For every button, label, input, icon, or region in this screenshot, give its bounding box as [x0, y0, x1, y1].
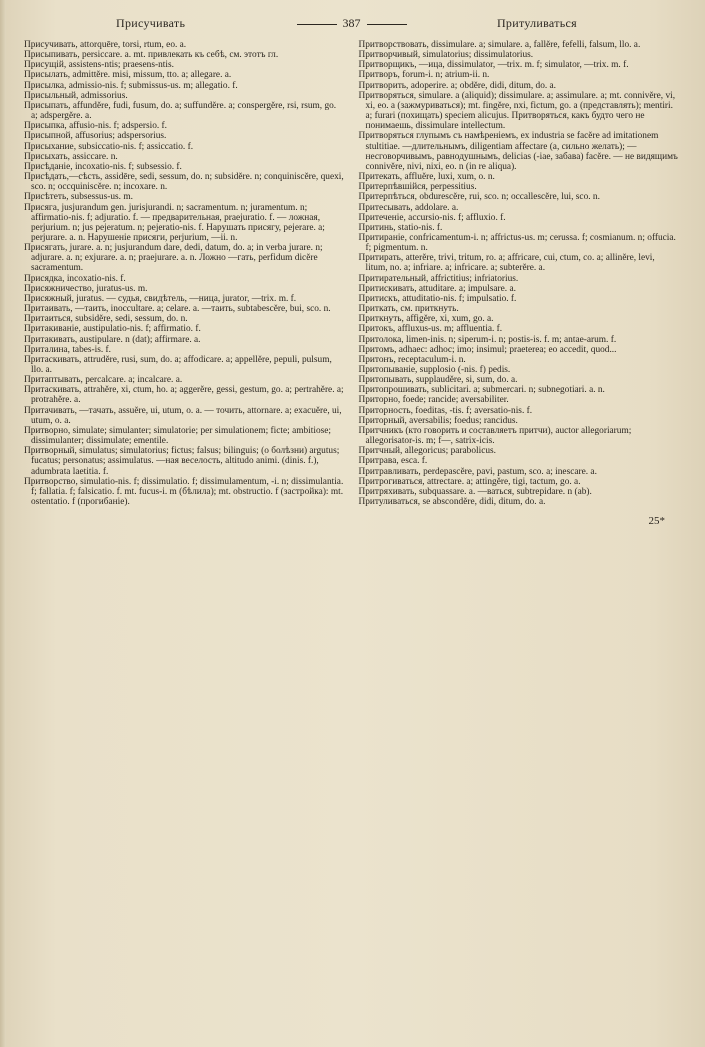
dictionary-entry: Притокъ, affluxus-us. m; affluentia. f. [358, 324, 503, 335]
dictionary-entry: Притчный, allegoricus; parabolicus. [358, 446, 496, 457]
dictionary-entry: Присыпивать, persiccare. a. mt. привлекать къ себѣ, см. этотъ гл. [24, 50, 279, 61]
dictionary-entry: Притомъ, adhaec: adhoc; imo; insimul; praeterea; eo accedit, quod... [358, 344, 617, 355]
dictionary-entry: Притрогиваться, attrectare. a; attingĕre, tigi, tactum, go. a. [358, 476, 581, 487]
dictionary-entry: Притворно, simulate; simulanter; simulatorie; per simulationem; ficte; ambitiose; dissimulanter; dissimulate; ementile. [24, 425, 331, 447]
header-rule-left [297, 24, 337, 25]
dictionary-entry: Притаивать, —таить, inoccultare. a; celare. a. —таить, subtabescĕre, bui, sco. n. [24, 304, 331, 315]
dictionary-entry: Присѣтеть, subsessus-us. m. [24, 192, 133, 203]
left-column [18, 40, 345, 507]
dictionary-entry: Присыхание, subsiccatio-nis. f; assiccatio. f. [24, 141, 194, 152]
dictionary-entry: Приторность, foeditas, -tis. f; aversatio-nis. f. [358, 405, 533, 416]
dictionary-entry: Приткать, см. приткнуть. [358, 304, 459, 315]
dictionary-entry: Присыпной, affusorius; adspersorius. [24, 131, 167, 142]
dictionary-entry: Притерпѣться, obdurescĕre, rui, sco. n; occallescĕre, lui, sco. n. [358, 192, 600, 203]
dictionary-entry: Притирать, atterĕre, trivi, tritum, ro. a; affricare, cui, ctum, co. a; allinĕre, levi, litum, no. a; infriare. a; infricare. a; subterĕre. a. [358, 253, 655, 274]
dictionary-entry: Притворствовать, dissimulare. a; simulare. a, fallĕre, fefelli, falsum, llo. a. [358, 40, 641, 50]
entry-columns [18, 40, 685, 507]
page-header [18, 14, 685, 38]
dictionary-entry: Притинь, statio-nis. f. [358, 222, 443, 233]
dictionary-entry: Притесывать, addolare. a. [358, 202, 459, 213]
dictionary-entry: Притекать, affluĕre, luxi, xum, o. n. [358, 172, 495, 183]
dictionary-entry: Присяжный, juratus. — судья, свидѣтель, —ница, jurator, —trix. m. f. [24, 293, 297, 304]
dictionary-entry: Притряхивать, subquassare. a. —ваться, subtrepidare. n (ab). [358, 486, 592, 497]
dictionary-entry: Притаскивать, attrudĕre, rusi, sum, do. a; affodicare. a; appellĕre, pepuli, pulsum, llo. a. [24, 354, 332, 375]
dictionary-entry: Присягать, jurare. a. n; jusjurandum dare, dedi, datum, do. a; in verba jurare. n; adjurare. a. n; exjurare. a. n; praejurare. a. n. Ложно —гать, perfidum dicĕre sacramentum. [24, 243, 323, 274]
dictionary-entry: Присѣданіе, incoxatio-nis. f; subsessio. f. [24, 161, 182, 172]
dictionary-entry: Притонъ, receptaculum-i. n. [358, 354, 466, 365]
dictionary-entry: Притерпѣвшійся, perpessitius. [358, 182, 477, 193]
dictionary-entry: Притворщикъ, —ица, dissimulator, —trix. m. f; simulator, —trix. m. f. [358, 60, 629, 71]
dictionary-entry: Притискъ, attuditatio-nis. f; impulsatio. f. [358, 293, 517, 304]
header-rule-right [367, 24, 407, 25]
dictionary-entry: Присяга, jusjurandum gen. jurisjurandi. n; sacramentum. n; juramentum. n; affirmatio-nis. f; adjuratio. f. — предварительная, praejuratio. f. — ложная, perjurium. n; jus pejeratum. n; pejeratio-nis. f. Нарушать присягу, pejerare. a; perjurare. a. n. Нарушеніе присяги, perjurium, —ii. n. [24, 202, 325, 243]
dictionary-entry: Притворный, simulatus; simulatorius; fictus; falsus; bilinguis; (о болѣзни) argutus; fucatus; personatus; assimulatus. —ная веселость, altitudo animi. (dinis. f.), adumbrata laetitia. f. [24, 446, 340, 477]
dictionary-entry: Притопывать, supplaudĕre, si, sum, do. a. [358, 375, 518, 386]
dictionary-entry: Притворяться, simulare. a (aliquid); dissimulare. a; assimulare. a; mt. connivĕre, vi, xi, eo. a (зажмуриваться); mt. fingĕre, nxi, fictum, go. a (представлять); mentiri. a; furari (похищать) speciem alicujus. Притворяться, какъ будто чего не понимаешь, dissimulare intellectum. [358, 90, 676, 132]
dictionary-entry: Присыпка, affusio-nis. f; adspersio. f. [24, 121, 167, 132]
right-column [359, 40, 686, 507]
dictionary-entry: Притуливаться, se abscondĕre, didi, ditum, do. a. [358, 497, 546, 508]
dictionary-entry: Приткнуть, affigĕre, xi, xum, go. a. [358, 314, 494, 325]
dictionary-entry: Присяжничество, juratus-us. m. [24, 283, 148, 294]
dictionary-entry: Присядка, incoxatio-nis. f. [24, 273, 126, 284]
dictionary-entry: Приторно, foede; rancide; aversabiliter. [358, 395, 509, 406]
dictionary-entry: Притворяться глупымъ съ намѣреніемъ, ex industria se facĕre ad imitationem stultitiae. —длительнымъ, diligentiam affectare (а, сильно желать); — несговорчивымъ, равнодушнымъ, delicias (-iae, забава) facĕre. — не видящимъ connivĕre, nivi, nixi, eo. n (in re aliqua). [358, 131, 678, 172]
dictionary-entry: Притрава, esca. f. [358, 456, 428, 467]
dictionary-entry: Притаиться, subsidĕre, sedi, sessum, do. n. [24, 314, 188, 325]
dictionary-entry: Присыхать, assiccare. n. [24, 151, 118, 162]
page-number: 387 [342, 16, 361, 30]
dictionary-entry: Притаптывать, percalcare. a; incalcare. a. [24, 375, 183, 386]
dictionary-entry: Присылка, admissio-nis. f; submissus-us. m; allegatio. f. [24, 80, 238, 91]
header-right-guide-word: Притуливаться [496, 16, 577, 30]
header-left-guide-word: Присучивать [116, 16, 186, 30]
dictionary-entry: Приторный, aversabilis; foedus; rancidus. [358, 415, 518, 426]
header-page-number [18, 16, 685, 31]
page-binding-edge [0, 0, 6, 1047]
dictionary-entry: Приталина, tabes-is. f. [24, 344, 111, 355]
dictionary-entry: Притачивать, —тачать, assuĕre, ui, utum, o. a. — точить, attornare. a; exacuĕre, ui, utum, o. a. [24, 405, 342, 426]
dictionary-entry: Присыльный, admissorius. [24, 90, 128, 101]
dictionary-entry: Притакиваніе, austipulatio-nis. f; affirmatio. f. [24, 324, 201, 335]
dictionary-entry: Присылать, admittĕre. misi, missum, tto. a; allegare. a. [24, 70, 232, 81]
dictionary-entry: Притеченіе, accursio-nis. f; affluxio. f. [358, 212, 506, 223]
printer-signature-mark: 25* [648, 515, 665, 528]
dictionary-entry: Притакивать, austipulare. n (dat); affirmare. a. [24, 334, 201, 345]
dictionary-entry: Притирательный, affrictitius; infriatorius. [358, 273, 519, 284]
dictionary-entry: Притворство, simulatio-nis. f; dissimulatio. f; dissimulamentum, -i. n; dissimulantia. f; fallatia. f; falsicatio. f. mt. fucus-i. m (бѣлила); mt. obstructio. f (застройка): mt. ostentatio. f (прогибаніе). [24, 476, 344, 508]
dictionary-entry: Притискивать, attuditare. a; impulsare. a. [358, 283, 516, 294]
dictionary-entry: Присыпать, affundĕre, fudi, fusum, do. a; suffundĕre. a; conspergĕre, rsi, rsum, go. a; adspergĕre. a. [24, 100, 337, 122]
dictionary-entry: Притопрошивать, sublicitari. a; submercari. n; subnegotiari. a. n. [358, 385, 605, 396]
dictionary-entry: Притворъ, forum-i. n; atrium-ii. n. [358, 70, 490, 81]
dictionary-entry: Притаскивать, attrahĕre, xi, ctum, ho. a; aggerĕre, gessi, gestum, go. a; pertrahĕre. a; protrahĕre. a. [24, 385, 344, 406]
dictionary-entry: Присущій, assistens-ntis; praesens-ntis. [24, 60, 174, 71]
dictionary-entry: Присѣдать,—сѣсть, assidēre, sedi, sessum, do. n; subsidĕre. n; conquiniscĕre, quexi, sco. n; occquiniscĕre. n; incoxare. n. [24, 172, 344, 193]
dictionary-entry: Притопываніе, supplosio (-nis. f) pedis. [358, 365, 511, 375]
dictionary-entry: Притчникъ (кто говорить и составляетъ притчи), auctor allegoriarum; allegorisator-is. m; f—, satrix-icis. [358, 425, 632, 447]
dictionary-entry: Притворить, adoperire. a; obdĕre, didi, ditum, do. a. [358, 80, 557, 91]
dictionary-entry: Притравливать, perdepascĕre, pavi, pastum, sco. a; inescare. a. [358, 466, 597, 477]
dictionary-entry: Присучивать, attorquēre, torsi, rtum, eo. a. [24, 40, 187, 50]
dictionary-entry: Притолока, limen-inis. n; siperum-i. n; postis-is. f. m; antae-arum. f. [358, 334, 617, 345]
dictionary-entry: Притираніе, confricamentum-i. n; affrictus-us. m; cerussa. f; cosmianum. n; offucia. f; pigmentum. n. [358, 232, 676, 254]
dictionary-entry: Притворчивый, simulatorius; dissimulatorius. [358, 50, 534, 61]
